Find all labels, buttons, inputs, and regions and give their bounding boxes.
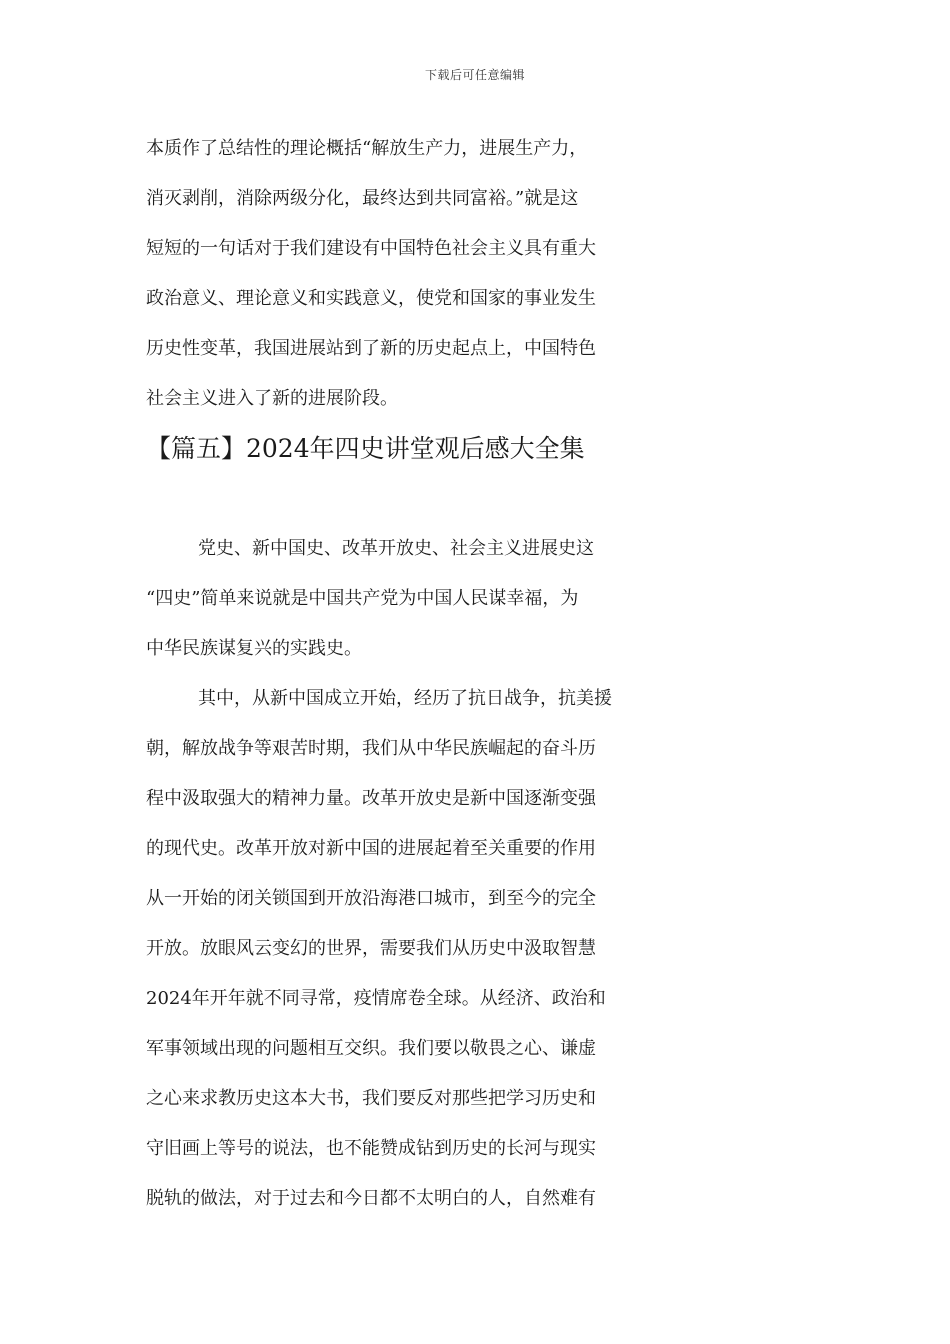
section-heading: 【篇五】2024年四史讲堂观后感大全集 [146,434,585,463]
text-line: 2024年开年就不同寻常，疫情席卷全球。从经济、政治和 [146,988,606,1009]
text-line: 其中，从新中国成立开始，经历了抗日战争，抗美援 [198,688,612,709]
text-line: 短短的一句话对于我们建设有中国特色社会主义具有重大 [146,238,596,259]
text-line: 军事领域出现的问题相互交织。我们要以敬畏之心、谦虚 [146,1038,596,1059]
text-line: 社会主义进入了新的进展阶段。 [146,388,398,409]
text-line: 从一开始的闭关锁国到开放沿海港口城市，到至今的完全 [146,888,596,909]
text-line: 程中汲取强大的精神力量。改革开放史是新中国逐渐变强 [146,788,596,809]
text-line: 朝，解放战争等艰苦时期，我们从中华民族崛起的奋斗历 [146,738,596,759]
text-line: 的现代史。改革开放对新中国的进展起着至关重要的作用 [146,838,596,859]
text-line: 开放。放眼风云变幻的世界，需要我们从历史中汲取智慧 [146,938,596,959]
download-note: 下载后可任意编辑 [424,68,525,82]
text-line: “四史”简单来说就是中国共产党为中国人民谋幸福，为 [146,588,579,609]
text-line: 政治意义、理论意义和实践意义，使党和国家的事业发生 [146,288,596,309]
text-line: 之心来求教历史这本大书，我们要反对那些把学习历史和 [146,1088,596,1109]
text-line: 本质作了总结性的理论概括“解放生产力，进展生产力， [146,138,588,159]
text-line: 守旧画上等号的说法，也不能赞成钻到历史的长河与现实 [146,1138,596,1159]
text-line: 党史、新中国史、改革开放史、社会主义进展史这 [198,538,594,559]
text-line: 历史性变革，我国进展站到了新的历史起点上，中国特色 [146,338,596,359]
text-line: 中华民族谋复兴的实践史。 [146,638,362,659]
text-line: 脱轨的做法，对于过去和今日都不太明白的人，自然难有 [146,1188,596,1209]
text-line: 消灭剥削，消除两级分化，最终达到共同富裕。”就是这 [146,188,579,209]
